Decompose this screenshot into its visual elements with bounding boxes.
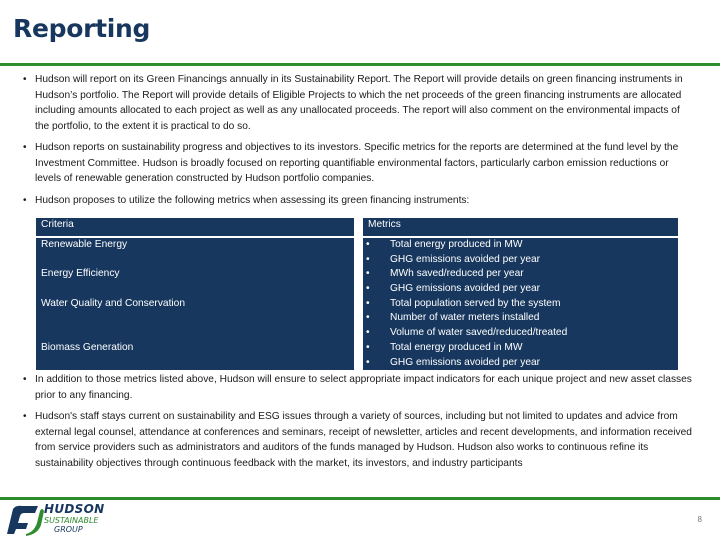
table-row [36, 341, 678, 370]
logo-line-hudson: HUDSON [44, 502, 105, 516]
metric-item: • Total population served by the system [363, 297, 678, 312]
bullet-metrics-intro: • Hudson proposes to utilize the following metrics when assessing its green financing instruments: [22, 193, 692, 209]
metric-item: • GHG emissions avoided per year [363, 282, 678, 297]
table-header-row [36, 218, 678, 236]
header-metrics: Metrics [363, 218, 678, 236]
page-number: 8 [697, 515, 702, 524]
bullet-impact-indicators: • In addition to those metrics listed above, Hudson will ensure to select appropriate impact indicators for each unique project and new asset classes prior to any financing. [22, 372, 692, 403]
title-divider [0, 63, 720, 66]
bullet-report: • Hudson will report on its Green Financings annually in its Sustainability Report. The Report will provide details on green financing instruments in Hudson’s portfolio. The Report will provide details of Eligible Projects to which the net proceeds of the green financing instruments are allocated including amounts allocated to each project as well as any unallocated proceeds. The report will also comment on the environmental impacts of the portfolio, to the extent it is practical to do so. [22, 72, 692, 134]
metric-item: • MWh saved/reduced per year [363, 267, 678, 282]
table-row [36, 267, 678, 296]
metric-item: • Total energy produced in MW [363, 341, 678, 356]
metrics-cell [363, 238, 678, 267]
bullet-investors: • Hudson reports on sustainability progress and objectives to its investors. Specific metrics for the reports are determined at the fund level by the Investment Committee. Hudson is broadly focused on reporting quantifiable environmental factors, particularly carbon emission reductions or levels of renewable generation constructed by Hudson portfolio companies. [22, 140, 692, 187]
criteria-biomass: Biomass Generation [36, 341, 354, 370]
logo-line-group: GROUP [54, 525, 83, 534]
closing-bullets [22, 372, 692, 471]
criteria-water-quality: Water Quality and Conservation [36, 297, 354, 341]
metric-item: • GHG emissions avoided per year [363, 356, 678, 371]
header-criteria: Criteria [36, 218, 354, 236]
metrics-cell [363, 297, 678, 341]
footer-divider [0, 497, 720, 500]
table-row [36, 238, 678, 267]
metrics-table [36, 218, 678, 370]
criteria-renewable-energy: Renewable Energy [36, 238, 354, 267]
logo-line-sustainable: SUSTAINABLE [44, 516, 99, 525]
metric-item: • Number of water meters installed [363, 311, 678, 326]
logo-wordmark [44, 503, 104, 534]
metric-item: • Total energy produced in MW [363, 238, 678, 253]
criteria-energy-efficiency: Energy Efficiency [36, 267, 354, 296]
table-row [36, 297, 678, 341]
metric-item: • Volume of water saved/reduced/treated [363, 326, 678, 341]
metrics-cell [363, 341, 678, 370]
metrics-cell [363, 267, 678, 296]
metric-item: • GHG emissions avoided per year [363, 253, 678, 268]
intro-bullets [22, 72, 692, 208]
bullet-staff-esg: • Hudson's staff stays current on sustainability and ESG issues through a variety of sources, including but not limited to updates and advice from external legal counsel, attendance at conferences and seminars, receipt of newsletter, articles and recent developments, and information received from service providers such as administrators and auditors of the funds managed by Hudson. Hudson also works to continuous refine its sustainability objectives through continuous feedback with the market, its investors, and industry participants [22, 409, 692, 471]
page-title: Reporting [13, 14, 151, 43]
